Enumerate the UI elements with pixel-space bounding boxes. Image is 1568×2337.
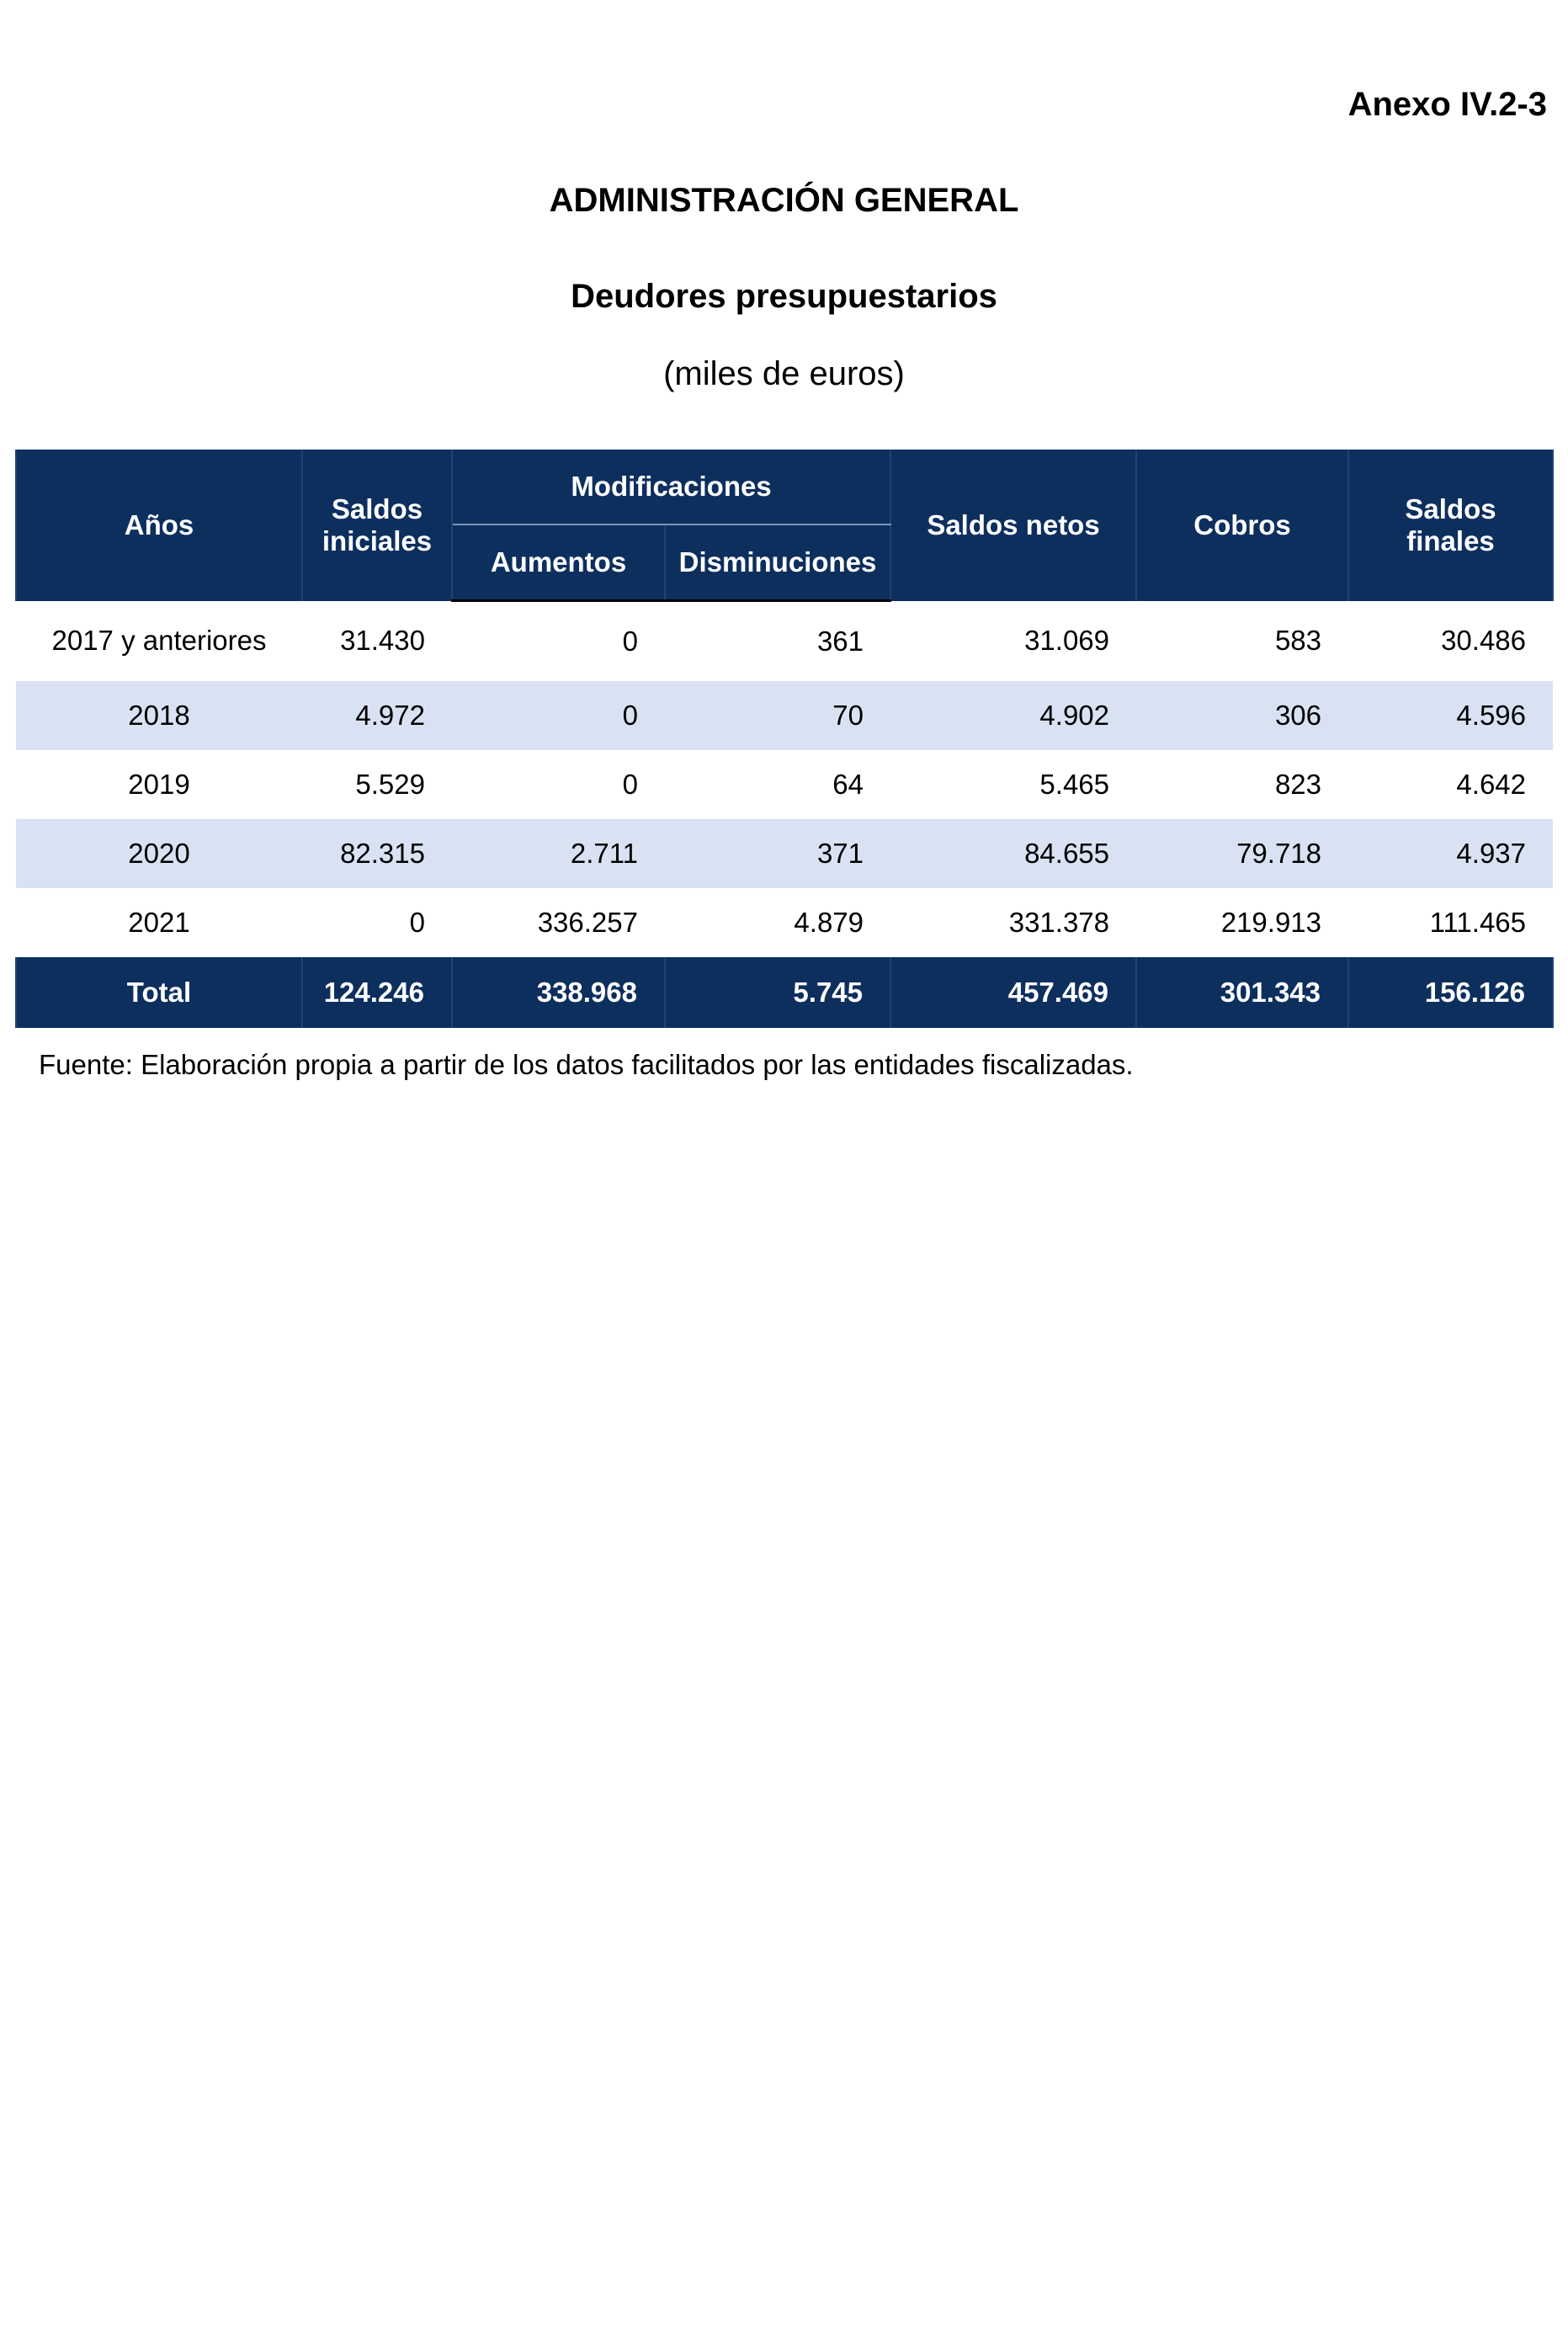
cell-disminuciones: 64 [832, 769, 864, 800]
total-label: Total [16, 957, 302, 1028]
cell-saldos-finales: 4.596 [1348, 681, 1553, 750]
cell-saldos-finales: 111.465 [1429, 907, 1527, 938]
cell-cobros: 823 [1274, 769, 1322, 800]
header-modificaciones: Modificaciones [452, 450, 890, 524]
cell-cobros: 583 [1274, 625, 1322, 657]
cell-aumentos: 2.711 [452, 819, 665, 888]
table-row [16, 888, 1553, 957]
cell-year: 2019 [128, 769, 190, 800]
source-note: Fuente: Elaboración propia a partir de los datos facilitados por las entidades fiscalizadas. [39, 1049, 1134, 1080]
header-saldos-iniciales: Saldos iniciales [302, 450, 452, 601]
table-row [16, 819, 1553, 888]
cell-saldos-netos: 331.378 [1008, 907, 1110, 938]
cell-saldos-finales: 4.642 [1456, 769, 1527, 800]
cell-disminuciones: 70 [665, 681, 890, 750]
cell-saldos-iniciales: 82.315 [302, 819, 452, 888]
table-row [16, 681, 1553, 750]
units-label: (miles de euros) [663, 355, 905, 392]
annex-label: Anexo IV.2-3 [1347, 86, 1547, 123]
cell-saldos-iniciales: 4.972 [302, 681, 452, 750]
cell-year: 2021 [128, 907, 190, 938]
total-disminuciones: 5.745 [665, 957, 890, 1028]
cell-saldos-iniciales: 31.430 [340, 625, 425, 657]
cell-saldos-finales: 30.486 [1441, 625, 1527, 657]
header-disminuciones: Disminuciones [665, 524, 890, 601]
header-anos: Años [16, 450, 302, 601]
cell-disminuciones: 371 [665, 819, 890, 888]
cell-cobros: 219.913 [1220, 907, 1322, 938]
header-aumentos: Aumentos [452, 524, 665, 601]
cell-saldos-netos: 4.902 [890, 681, 1136, 750]
total-saldos-iniciales: 124.246 [302, 957, 452, 1028]
page-title: ADMINISTRACIÓN GENERAL [549, 182, 1019, 219]
total-cobros: 301.343 [1136, 957, 1348, 1028]
cell-aumentos: 0 [622, 626, 638, 657]
cell-year: 2020 [16, 819, 302, 888]
cell-cobros: 79.718 [1136, 819, 1348, 888]
total-aumentos: 338.968 [452, 957, 665, 1028]
cell-saldos-netos: 5.465 [1039, 769, 1110, 800]
header-saldos-finales: Saldos finales [1348, 450, 1553, 601]
cell-aumentos: 336.257 [537, 907, 638, 938]
total-saldos-netos: 457.469 [890, 957, 1136, 1028]
cell-disminuciones: 4.879 [794, 907, 864, 938]
cell-year: 2018 [16, 681, 302, 750]
cell-saldos-finales: 4.937 [1348, 819, 1553, 888]
debtors-table [15, 450, 1554, 1028]
cell-cobros: 306 [1136, 681, 1348, 750]
table-row [16, 601, 1553, 682]
cell-saldos-netos: 84.655 [890, 819, 1136, 888]
cell-saldos-iniciales: 5.529 [355, 769, 425, 800]
cell-year: 2017 y anteriores [51, 625, 267, 657]
cell-disminuciones: 361 [816, 626, 864, 657]
header-saldos-netos: Saldos netos [890, 450, 1136, 601]
table-row [16, 750, 1553, 819]
cell-aumentos: 0 [452, 681, 665, 750]
total-saldos-finales: 156.126 [1348, 957, 1553, 1028]
cell-aumentos: 0 [622, 769, 638, 800]
cell-saldos-netos: 31.069 [1024, 625, 1110, 657]
cell-saldos-iniciales: 0 [409, 907, 425, 938]
total-row [16, 957, 1553, 1028]
page-subtitle: Deudores presupuestarios [571, 278, 997, 315]
header-cobros: Cobros [1136, 450, 1348, 601]
